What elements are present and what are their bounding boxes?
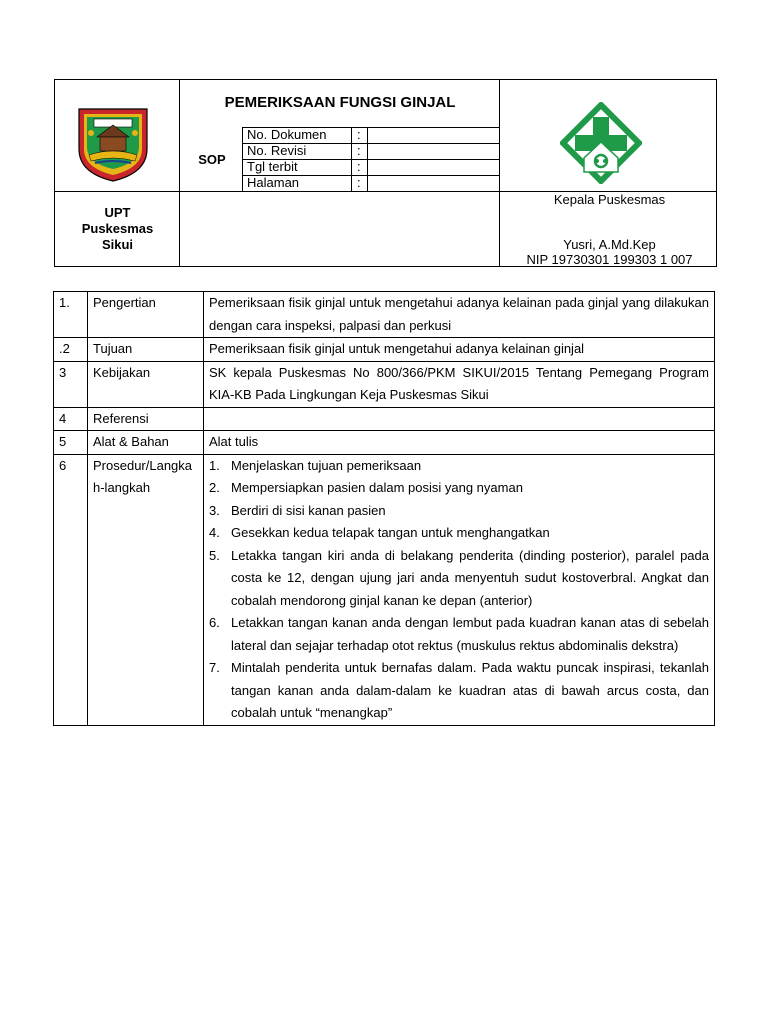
list-item bbox=[209, 657, 709, 725]
sop-label: SOP bbox=[198, 152, 226, 167]
meta-grid-line bbox=[351, 127, 352, 191]
row-number: 6 bbox=[54, 454, 88, 725]
puskesmas-logo-icon bbox=[560, 102, 642, 184]
sop-content-table bbox=[53, 291, 715, 726]
meta-colon: : bbox=[357, 143, 361, 158]
organization-line: UPT bbox=[104, 205, 131, 220]
row-label: Prosedur/Langkah-langkah bbox=[88, 454, 204, 725]
list-item bbox=[209, 477, 709, 500]
step-number: 5. bbox=[209, 547, 220, 563]
step-number: 7. bbox=[209, 660, 220, 675]
procedure-steps bbox=[209, 455, 709, 725]
header-divider bbox=[499, 80, 500, 266]
row-label: Tujuan bbox=[88, 338, 204, 362]
step-number: 4. bbox=[209, 525, 220, 540]
signer-block bbox=[501, 237, 718, 267]
table-row bbox=[54, 361, 715, 407]
step-text: Letakkan tangan kanan anda dengan lembut pada kuadran kanan atas di sebelah lateral dan sejajar terhadap otot rektus (muskulus rektus abdominalis dekstra) bbox=[231, 615, 709, 653]
row-content bbox=[204, 407, 715, 431]
table-row bbox=[54, 454, 715, 725]
step-number: 1. bbox=[209, 457, 220, 473]
row-number: .2 bbox=[54, 338, 88, 362]
step-text: Berdiri di sisi kanan pasien bbox=[231, 502, 386, 518]
step-number: 6. bbox=[209, 615, 220, 630]
row-content: Pemeriksaan fisik ginjal untuk mengetahui adanya kelainan ginjal bbox=[204, 338, 715, 362]
table-row bbox=[54, 292, 715, 338]
regency-emblem-icon bbox=[75, 103, 151, 183]
signer-nip: NIP 19730301 199303 1 007 bbox=[526, 252, 693, 267]
step-text: Mintalah penderita untuk bernafas dalam. Pada waktu puncak inspirasi, tekanlah tangan kanan anda dalam-dalam ke kuadran atas di bawah arcus costa, dan cobalah untuk “menangkap” bbox=[231, 660, 709, 720]
step-text: Letakka tangan kiri anda di belakang penderita (dinding posterior), paralel pada costa ke 12, dengan ujung jari anda menyentuh sudut kostoverbral. Angkat dan cobalah mendorong ginjal kanan ke depan (anterior) bbox=[231, 547, 709, 608]
table-row bbox=[54, 338, 715, 362]
meta-colon: : bbox=[357, 127, 361, 142]
step-text: Mempersiapkan pasien dalam posisi yang nyaman bbox=[231, 480, 523, 495]
meta-colon: : bbox=[357, 159, 361, 174]
signer-name: Yusri, A.Md.Kep bbox=[563, 237, 656, 252]
list-item bbox=[209, 522, 709, 545]
row-content: Pemeriksaan fisik ginjal untuk mengetahui adanya kelainan pada ginjal yang dilakukan dengan cara inspeksi, palpasi dan perkusi bbox=[204, 292, 715, 338]
meta-colon: : bbox=[357, 175, 361, 190]
meta-label-revision: No. Revisi bbox=[247, 143, 307, 158]
row-number: 3 bbox=[54, 361, 88, 407]
meta-label-document-number: No. Dokumen bbox=[247, 127, 327, 142]
step-text: Gesekkan kedua telapak tangan untuk menghangatkan bbox=[231, 525, 550, 540]
meta-label-issue-date: Tgl terbit bbox=[247, 159, 298, 174]
row-label: Referensi bbox=[88, 407, 204, 431]
step-number: 3. bbox=[209, 502, 220, 518]
organization-name bbox=[55, 205, 180, 253]
signer-role: Kepala Puskesmas bbox=[553, 192, 666, 207]
row-label: Alat & Bahan bbox=[88, 431, 204, 455]
step-text: Menjelaskan tujuan pemeriksaan bbox=[231, 457, 422, 473]
row-number: 1. bbox=[54, 292, 88, 338]
meta-grid-line bbox=[367, 127, 368, 191]
list-item bbox=[209, 455, 709, 478]
row-number: 5 bbox=[54, 431, 88, 455]
table-row bbox=[54, 407, 715, 431]
organization-line: Sikui bbox=[101, 237, 134, 252]
document-title: PEMERIKSAAN FUNGSI GINJAL bbox=[224, 94, 456, 111]
list-item bbox=[209, 500, 709, 523]
row-content: Alat tulis bbox=[204, 431, 715, 455]
row-label: Kebijakan bbox=[88, 361, 204, 407]
table-row bbox=[54, 431, 715, 455]
row-label: Pengertian bbox=[88, 292, 204, 338]
row-content: SK kepala Puskesmas No 800/366/PKM SIKUI/2015 Tentang Pemegang Program KIA-KB Pada Lingkungan Keja Puskesmas Sikui bbox=[204, 361, 715, 407]
meta-label-page: Halaman bbox=[247, 175, 300, 190]
row-number: 4 bbox=[54, 407, 88, 431]
list-item bbox=[209, 612, 709, 657]
step-number: 2. bbox=[209, 480, 220, 495]
sop-header bbox=[54, 79, 717, 267]
organization-line: Puskesmas bbox=[81, 221, 154, 236]
list-item bbox=[209, 545, 709, 613]
procedure-steps-cell bbox=[204, 454, 715, 725]
